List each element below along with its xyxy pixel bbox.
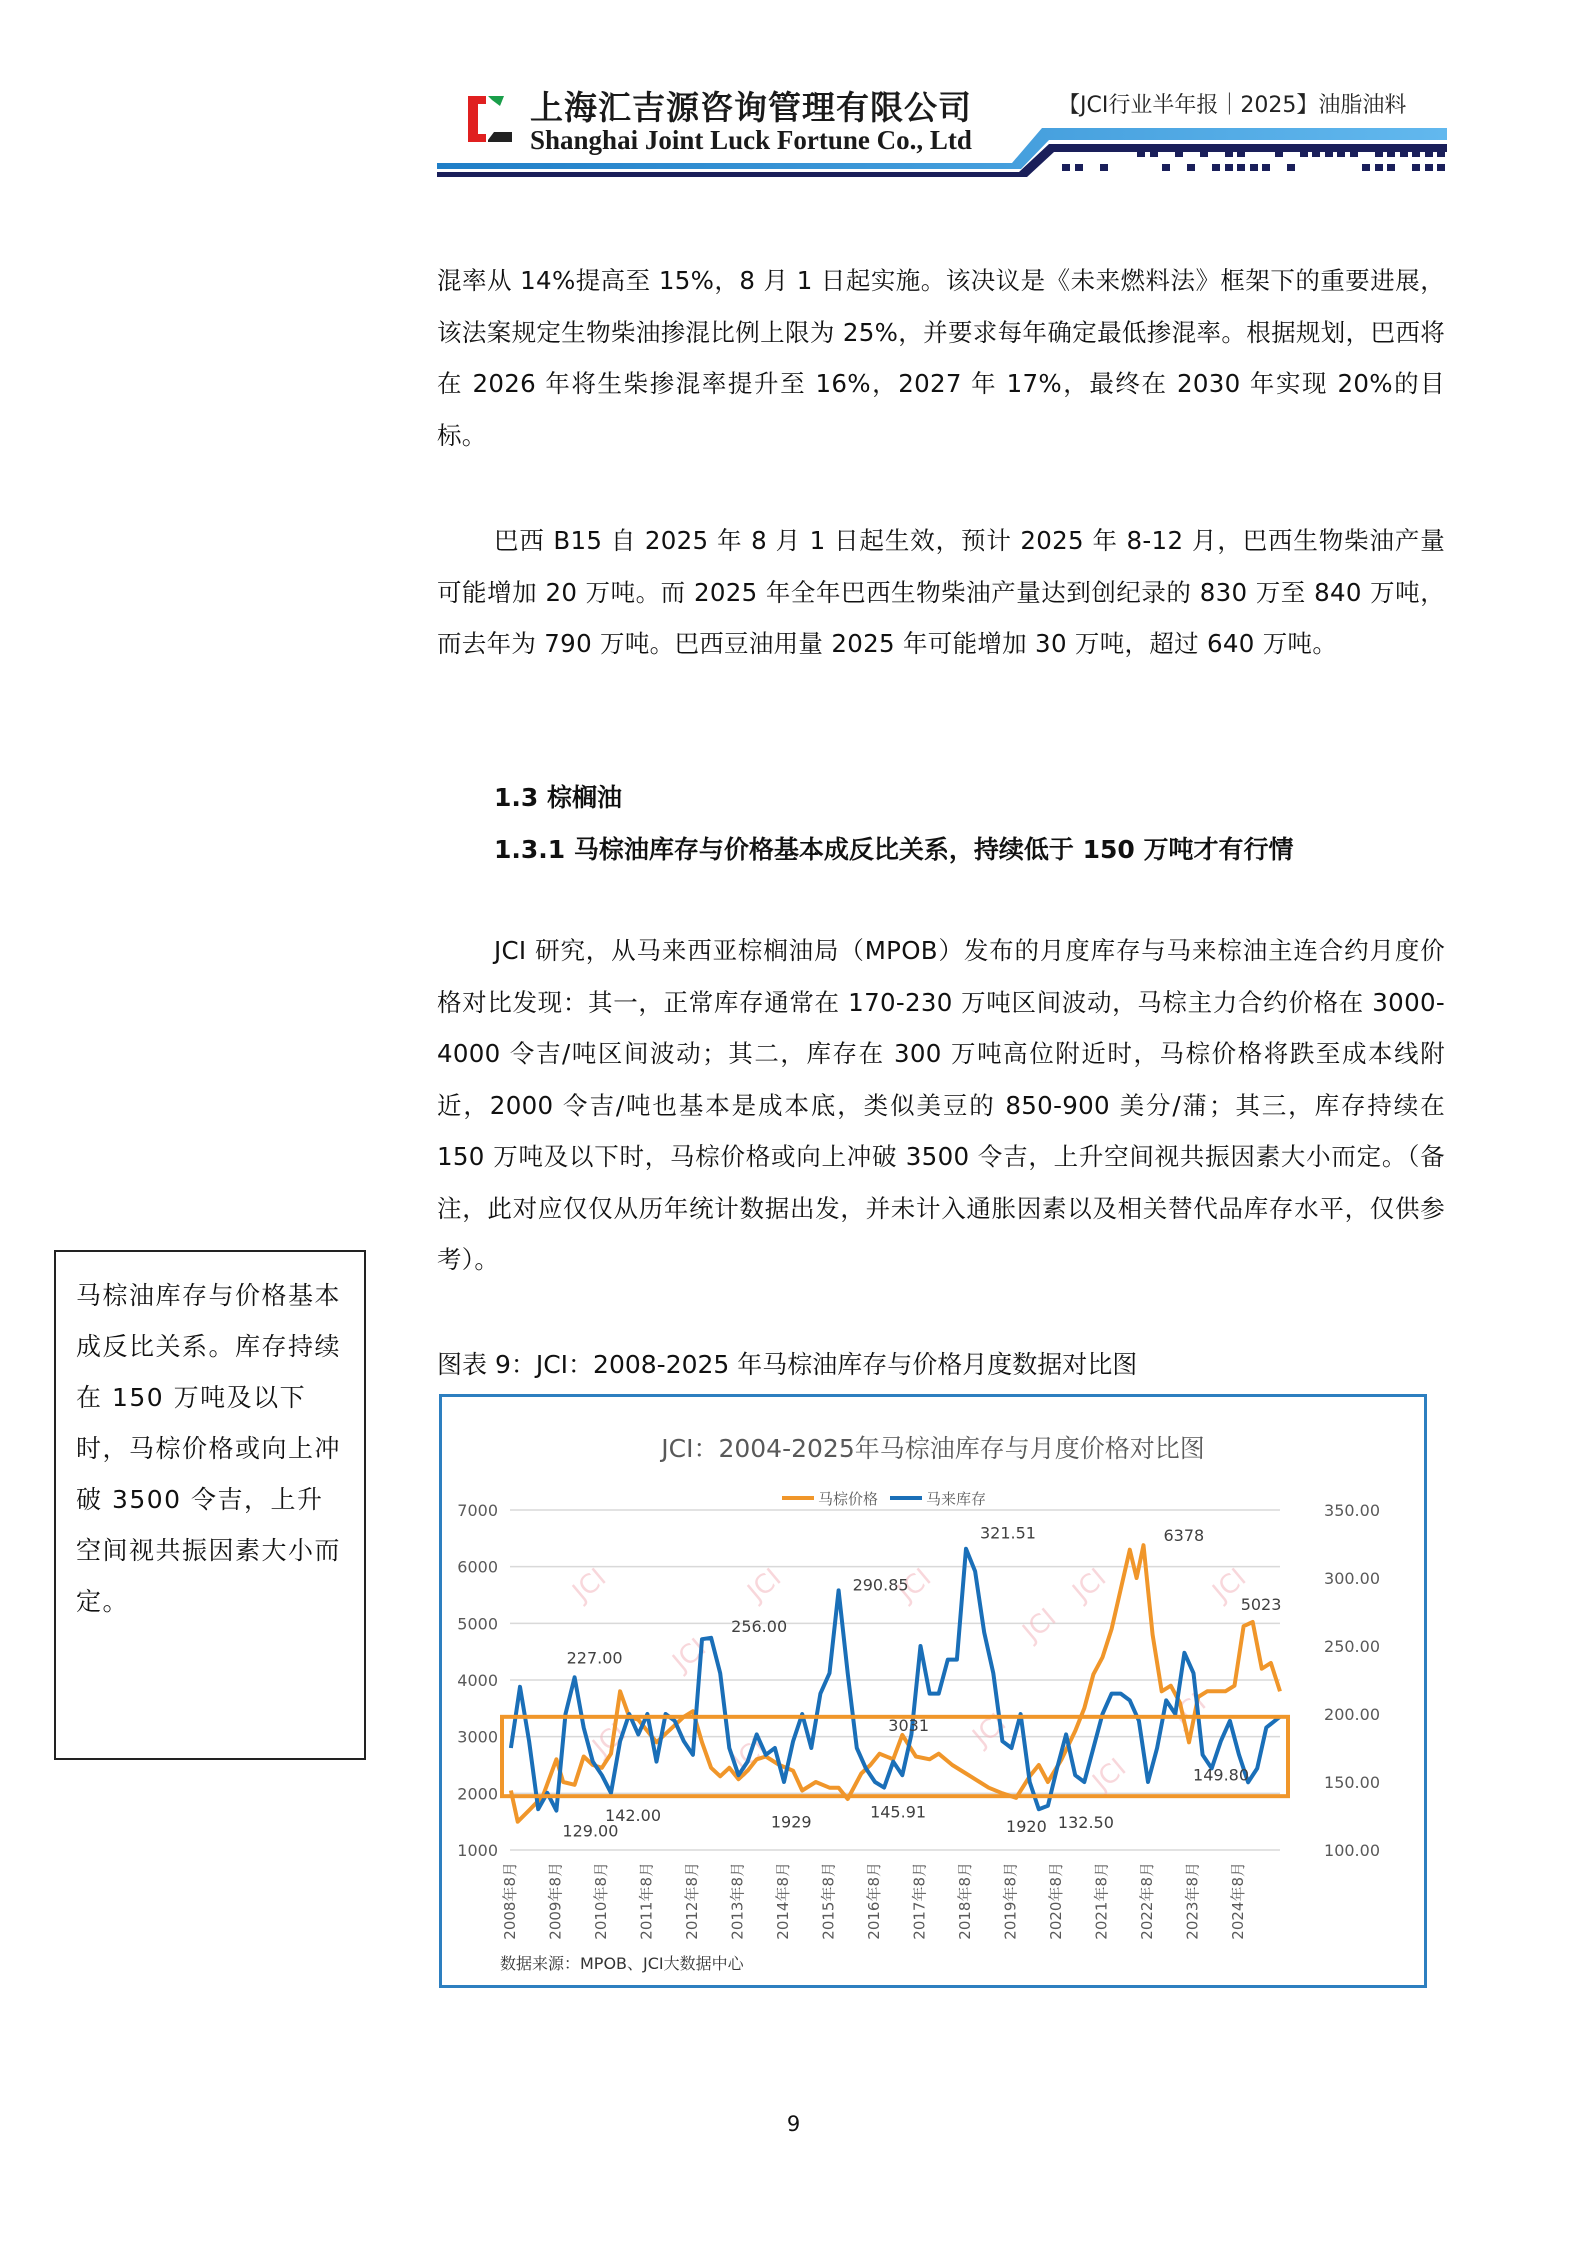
header-dot — [1375, 164, 1383, 171]
x-tick-label: 2013年8月 — [728, 1862, 747, 1940]
x-tick-label: 2019年8月 — [1001, 1862, 1020, 1940]
report-tag: 【JCI行业半年报｜2025】油脂油料 — [1058, 93, 1407, 118]
header-dot — [1362, 164, 1370, 171]
header-dot — [1262, 164, 1270, 171]
watermark-jci: JCI — [742, 1562, 788, 1608]
header-dot — [1150, 150, 1158, 157]
header-dot — [1075, 164, 1083, 171]
data-label: 132.50 — [1057, 1812, 1114, 1832]
x-tick-label: 2022年8月 — [1138, 1862, 1157, 1940]
header-dot — [1100, 164, 1108, 171]
watermark-jci: JCI — [1067, 1562, 1113, 1608]
company-name-cn: 上海汇吉源咨询管理有限公司 — [530, 88, 972, 127]
y-right-tick-label: 250.00 — [1324, 1637, 1380, 1656]
y-left-tick-label: 7000 — [457, 1501, 498, 1520]
x-tick-label: 2017年8月 — [910, 1862, 929, 1940]
data-label: 256.00 — [731, 1616, 788, 1636]
header-dot — [1400, 150, 1408, 157]
header-dot — [1325, 150, 1333, 157]
paragraph-brazil-b15: 巴西 B15 自 2025 年 8 月 1 日起生效，预计 2025 年 8-12 月，巴西生物柴油产量可能增加 20 万吨。而 2025 年全年巴西生物柴油产量达到创纪录的 830 万至 840 万吨，而去年为 790 万吨。巴西豆油用量 2025 年可能增加 30 万吨，超过 640 万吨。 — [437, 526, 1445, 658]
company-name-en: Shanghai Joint Luck Fortune Co., Ltd — [530, 125, 972, 155]
section-heading-palm-oil: 1.3 棕榈油 — [494, 783, 622, 812]
header-dot — [1137, 150, 1145, 157]
header-dot — [1312, 150, 1320, 157]
x-tick-label: 2008年8月 — [501, 1862, 519, 1940]
header-dot — [1387, 164, 1395, 171]
chart-svg — [442, 1397, 1424, 1985]
watermark-jci: JCI — [1207, 1562, 1253, 1608]
paragraph-jci-research: JCI 研究，从马来西亚棕榈油局（MPOB）发布的月度库存与马来棕油主连合约月度价格对比发现：其一，正常库存通常在 170-230 万吨区间波动，马棕主力合约价格在 3000-4000 令吉/吨区间波动；其二，库存在 300 万吨高位附近时，马棕价格将跌至成本线附近，2000 令吉/吨也基本是成本底，类似美豆的 850-900 美分/蒲；其三，库存持续在 150 万吨及以下时，马棕价格或向上冲破 3500 令吉，上升空间视共振因素大小而定。（备注，此对应仅仅从历年统计数据出发，并未计入通胀因素以及相关替代品库存水平，仅供参考）。 — [437, 936, 1445, 1274]
x-tick-label: 2020年8月 — [1047, 1862, 1066, 1940]
header-dot — [1425, 164, 1433, 171]
header-dot — [1062, 164, 1070, 171]
x-tick-label: 2011年8月 — [637, 1862, 656, 1940]
chart-frame — [439, 1394, 1427, 1988]
header-dot — [1425, 150, 1433, 157]
header-dot — [1287, 164, 1295, 171]
header-dot — [1437, 164, 1445, 171]
watermark-jci: JCI — [1017, 1602, 1063, 1648]
x-tick-label: 2023年8月 — [1183, 1862, 1202, 1940]
y-left-tick-label: 1000 — [457, 1841, 498, 1860]
header-dot — [1300, 150, 1308, 157]
x-tick-label: 2016年8月 — [865, 1862, 884, 1940]
data-label: 290.85 — [852, 1575, 909, 1595]
data-label: 6378 — [1163, 1526, 1205, 1546]
watermark-jci: JCI — [892, 1562, 938, 1608]
x-tick-label: 2021年8月 — [1092, 1862, 1111, 1940]
watermark-jci: JCI — [727, 1732, 773, 1778]
y-left-tick-label: 2000 — [457, 1784, 498, 1804]
y-left-tick-label: 3000 — [457, 1727, 498, 1747]
header-dot — [1350, 150, 1358, 157]
watermark-jci: JCI — [1087, 1752, 1133, 1798]
x-tick-label: 2009年8月 — [546, 1862, 565, 1940]
legend-label-price: 马棕价格 — [818, 1490, 879, 1508]
watermark-jci: JCI — [567, 1562, 613, 1608]
header-band — [437, 118, 1447, 178]
sidebar-note: 马棕油库存与价格基本成反比关系。库存持续在 150 万吨及以下时，马棕价格或向上冲破 3500 令吉，上升空间视共振因素大小而定。 — [54, 1250, 366, 1760]
header-dot — [1162, 164, 1170, 171]
header-dot — [1187, 164, 1195, 171]
chart-source: 数据来源：MPOB、JCI大数据中心 — [500, 1954, 744, 1973]
header-dot — [1212, 164, 1220, 171]
legend-label-inventory: 马来库存 — [926, 1490, 987, 1508]
page-number: 9 — [786, 2112, 801, 2136]
header-dot — [1275, 150, 1283, 157]
x-tick-label: 2012年8月 — [683, 1862, 702, 1940]
x-tick-label: 2018年8月 — [956, 1862, 975, 1940]
y-right-tick-label: 200.00 — [1324, 1705, 1380, 1724]
header-dot — [1337, 150, 1345, 157]
x-tick-label: 2024年8月 — [1229, 1862, 1248, 1940]
data-label: 142.00 — [605, 1805, 662, 1825]
header-dot — [1375, 150, 1383, 157]
paragraph-biodiesel-blend: 混率从 14%提高至 15%，8 月 1 日起实施。该决议是《未来燃料法》框架下的重要进展，该法案规定生物柴油掺混比例上限为 25%，并要求每年确定最低掺混率。根据规划，巴西将在 2026 年将生柴掺混率提升至 16%，2027 年 17%，最终在 2030 年实现 20%的目标。 — [437, 266, 1445, 450]
header-dot — [1237, 164, 1245, 171]
header-dot — [1387, 150, 1395, 157]
data-label: 5023 — [1240, 1595, 1282, 1615]
data-label: 145.91 — [870, 1802, 927, 1822]
header-dot — [1225, 164, 1233, 171]
data-label: 227.00 — [566, 1648, 623, 1668]
watermark-jci: JCI — [667, 1632, 713, 1678]
x-tick-label: 2015年8月 — [819, 1862, 838, 1940]
header-dot — [1412, 164, 1420, 171]
y-left-tick-label: 5000 — [457, 1614, 498, 1634]
x-tick-label: 2010年8月 — [592, 1862, 611, 1940]
y-left-tick-label: 4000 — [457, 1671, 498, 1690]
header-dot — [1200, 150, 1208, 157]
watermark-jci: JCI — [1167, 1687, 1213, 1733]
subsection-heading-inventory-price: 1.3.1 马棕油库存与价格基本成反比关系，持续低于 150 万吨才有行情 — [494, 835, 1294, 864]
y-right-tick-label: 100.00 — [1324, 1841, 1380, 1860]
y-right-tick-label: 150.00 — [1324, 1773, 1380, 1792]
y-right-tick-label: 300.00 — [1324, 1569, 1380, 1588]
data-label: 321.51 — [979, 1523, 1036, 1543]
data-label: 1929 — [770, 1812, 812, 1832]
header-dot — [1250, 164, 1258, 171]
watermark-jci: JCI — [967, 1707, 1013, 1753]
watermark-jci: JCI — [587, 1717, 633, 1763]
header-dot — [1412, 150, 1420, 157]
data-label: 3031 — [888, 1715, 930, 1735]
header-dot — [1237, 150, 1245, 157]
data-label: 149.80 — [1193, 1765, 1250, 1785]
y-left-tick-label: 6000 — [457, 1557, 498, 1577]
header-dot — [1437, 150, 1445, 157]
header-dot — [1175, 150, 1183, 157]
figure-caption: 图表 9：JCI：2008-2025 年马棕油库存与价格月度数据对比图 — [437, 1350, 1138, 1379]
x-tick-label: 2014年8月 — [774, 1862, 793, 1940]
data-label: 129.00 — [562, 1821, 619, 1841]
data-label: 1920 — [1006, 1816, 1047, 1836]
y-right-tick-label: 350.00 — [1324, 1501, 1380, 1520]
header-dot — [1225, 150, 1233, 157]
chart-title: JCI：2004-2025年马棕油库存与月度价格对比图 — [661, 1434, 1205, 1463]
